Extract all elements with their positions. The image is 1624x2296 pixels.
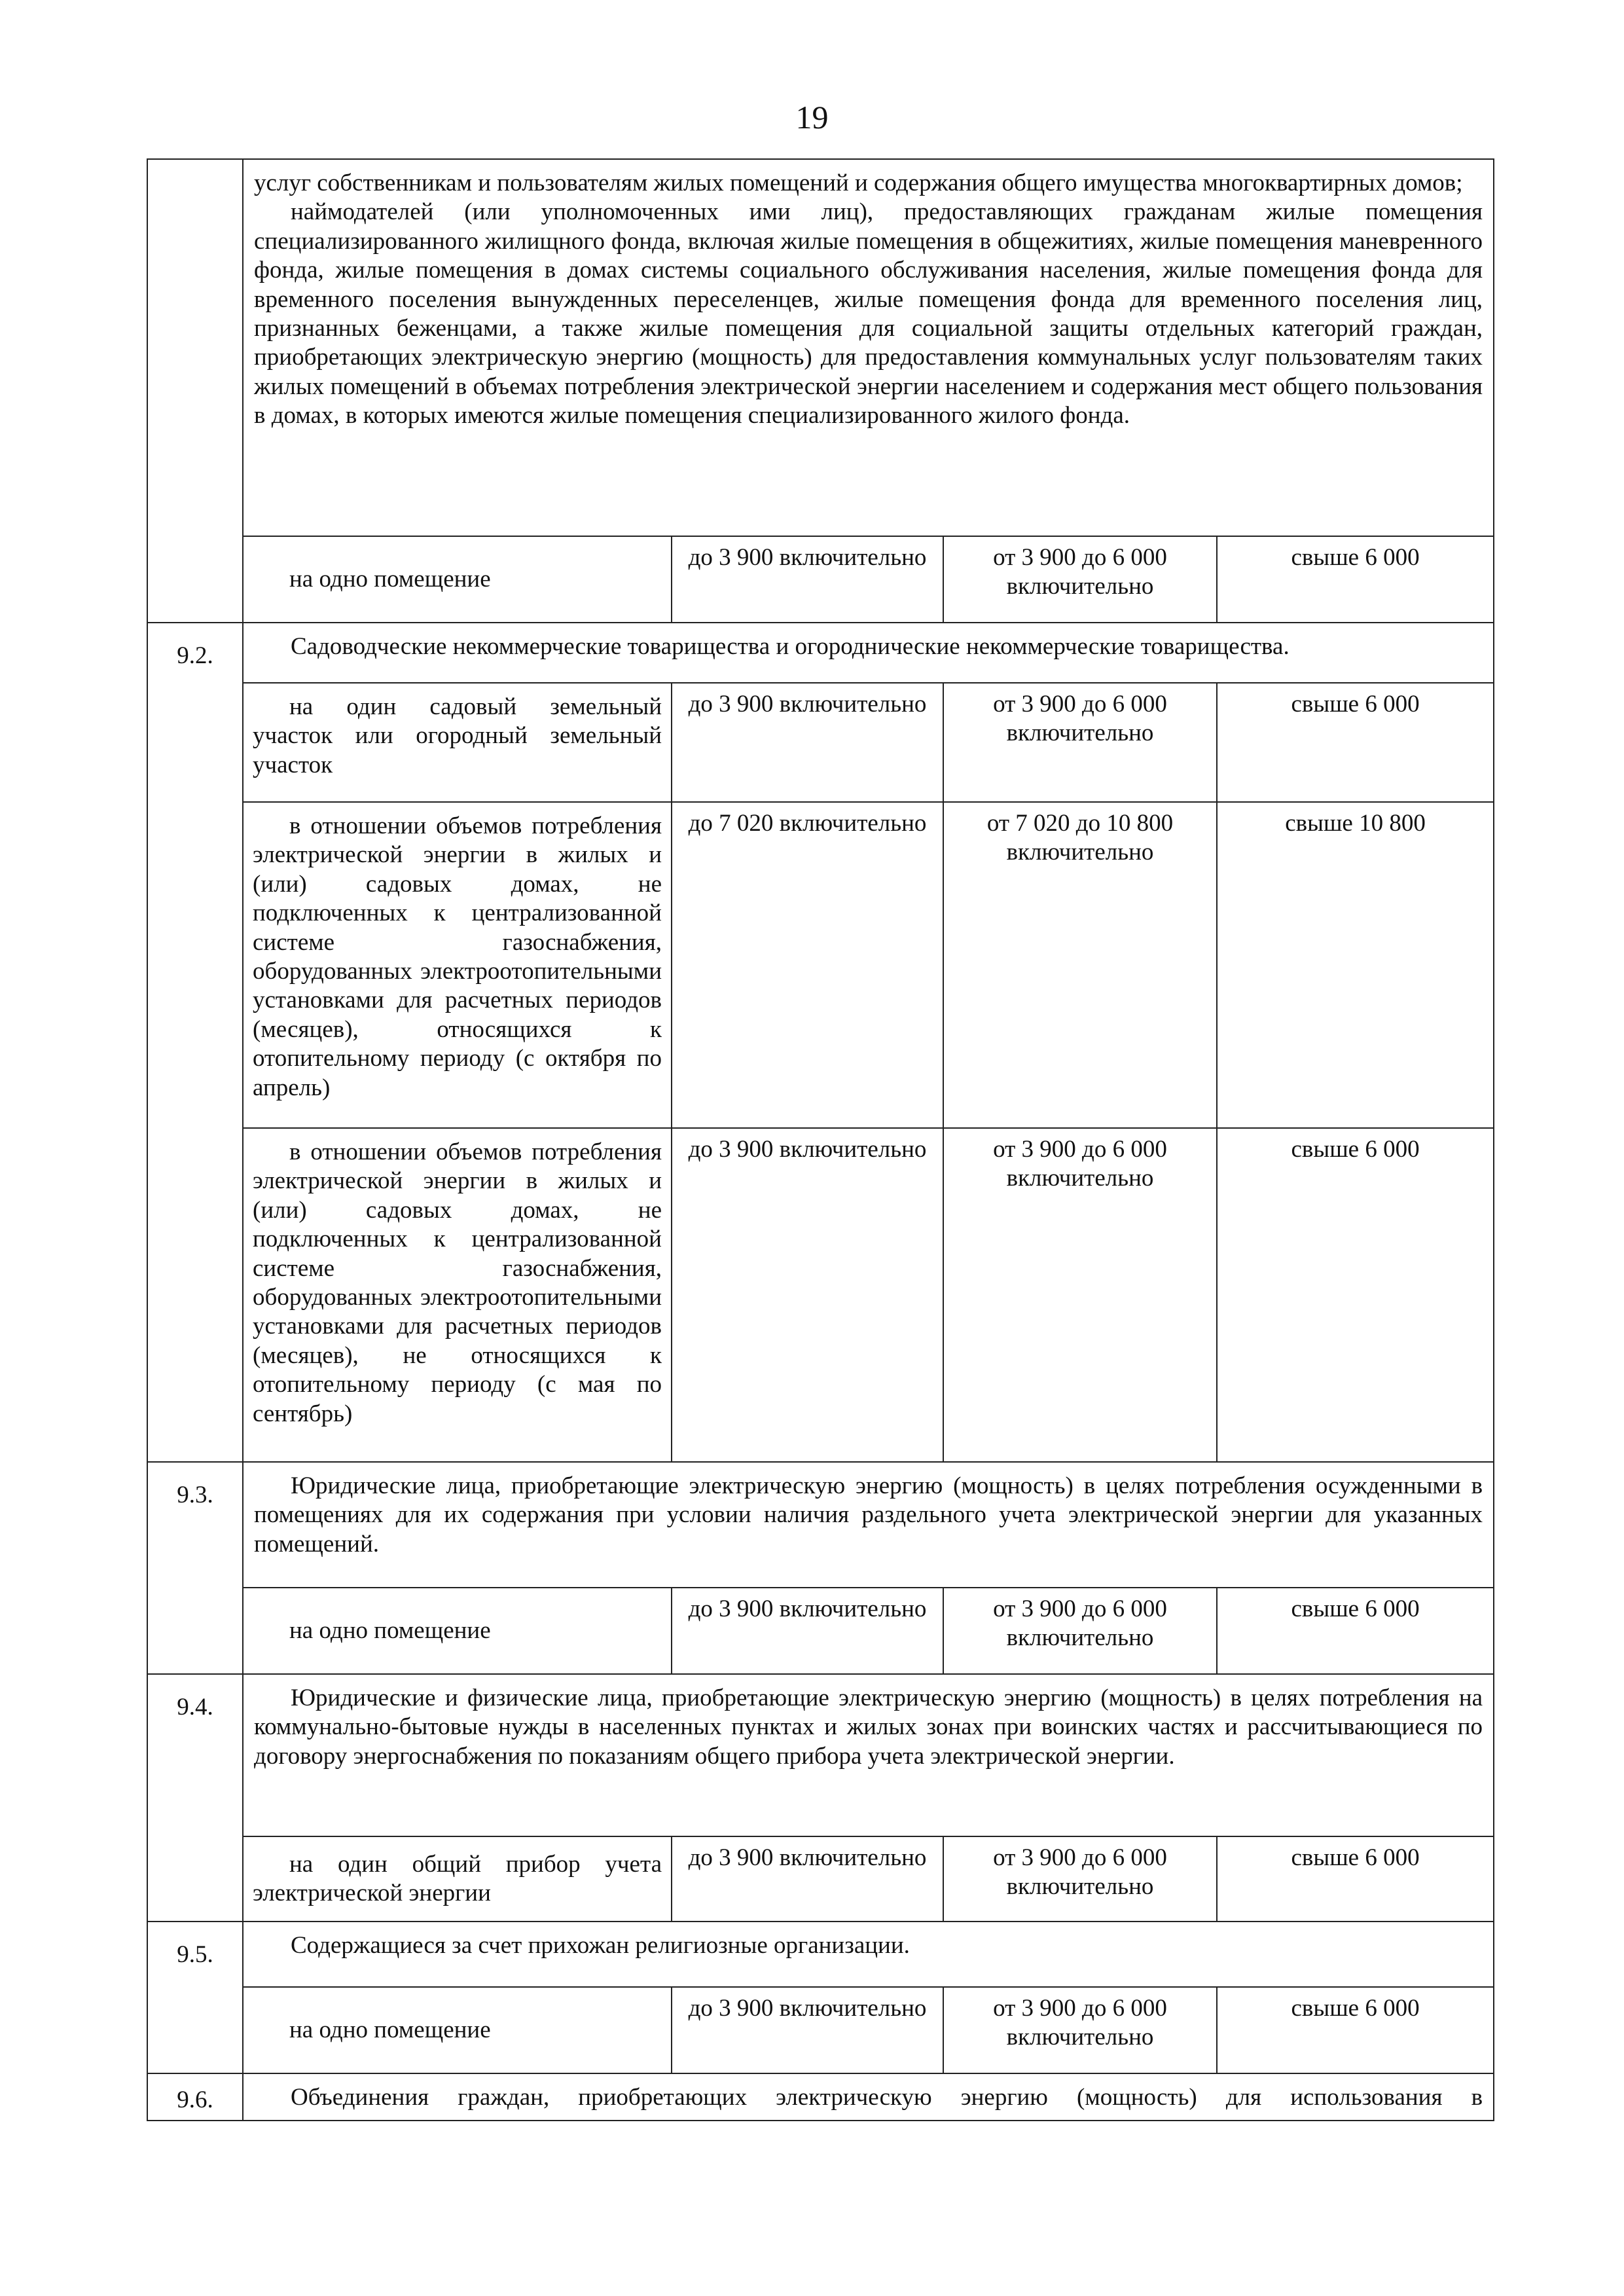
tariff-row <box>147 1588 1494 1674</box>
range-mid-cell: от 7 020 до 10 800 включительно <box>943 802 1217 1128</box>
range-low-cell: до 3 900 включительно <box>672 683 943 802</box>
section-title <box>243 1674 1494 1836</box>
section-title <box>243 2073 1494 2121</box>
range-high-cell: свыше 6 000 <box>1217 1836 1494 1922</box>
section-title <box>243 623 1494 683</box>
unit-cell: на одно помещение <box>243 536 672 623</box>
range-low-cell: до 3 900 включительно <box>672 1987 943 2073</box>
section-title-text: Объединения граждан, приобретающих электрическую энергию (мощность) для использования в <box>291 2084 1483 2111</box>
range-low-cell: до 3 900 включительно <box>672 536 943 623</box>
range-low-cell: до 7 020 включительно <box>672 802 943 1128</box>
unit-cell: на один садовый земельный участок или огородный земельный участок <box>243 683 672 802</box>
tariff-row <box>147 1128 1494 1462</box>
section-title <box>243 1462 1494 1588</box>
range-high-cell: свыше 10 800 <box>1217 802 1494 1128</box>
section-number: 9.4. <box>147 1674 243 1922</box>
section-header-row <box>147 623 1494 683</box>
tariff-row <box>147 1836 1494 1922</box>
description-paragraph: наймодателей (или уполномоченных ими лиц), предоставляющих гражданам жилые помещения специализированного жилищного фонда, включая жилые помещения в общежитиях, жилые помещения маневренного фонда, жилые помещения в домах системы социального обслуживания населения, жилые помещения фонда для временного поселения вынужденных переселенцев, жилые помещения фонда для временного поселения лиц, признанных беженцами, а также жилые помещения для социальной защиты отдельных категорий граждан, приобретающих электрическую энергию (мощность) для предоставления коммунальных услуг пользователям таких жилых помещений в объемах потребления электрической энергии населением и содержания мест общего пользования в домах, в которых имеются жилые помещения специализированного жилого фонда. <box>254 198 1483 429</box>
tariff-row <box>147 802 1494 1128</box>
page-number: 19 <box>795 99 829 136</box>
tariff-row <box>147 1987 1494 2073</box>
unit-cell: на одно помещение <box>243 1588 672 1674</box>
range-mid-cell: от 3 900 до 6 000 включительно <box>943 1588 1217 1674</box>
range-mid-cell: от 3 900 до 6 000 включительно <box>943 1836 1217 1922</box>
range-mid-cell: от 3 900 до 6 000 включительно <box>943 536 1217 623</box>
description-paragraph: услуг собственникам и пользователям жилых помещений и содержания общего имущества многоквартирных домов; <box>254 170 1463 196</box>
range-mid-cell: от 3 900 до 6 000 включительно <box>943 1987 1217 2073</box>
unit-cell: на один общий прибор учета электрической энергии <box>243 1836 672 1922</box>
unit-cell: в отношении объемов потребления электрической энергии в жилых и (или) садовых домах, не подключенных к централизованной системе газоснабжения, оборудованных электроотопительными установками для расчетных периодов (месяцев), относящихся к отопительному периоду (с октября по апрель) <box>243 802 672 1128</box>
section-number: 9.3. <box>147 1462 243 1674</box>
range-high-cell: свыше 6 000 <box>1217 683 1494 802</box>
range-high-cell: свыше 6 000 <box>1217 1987 1494 2073</box>
section-header-row <box>147 1922 1494 1987</box>
section-number: 9.6. <box>147 2073 243 2121</box>
row-number-empty <box>147 159 243 623</box>
unit-cell: на одно помещение <box>243 1987 672 2073</box>
tariff-table <box>147 158 1494 2121</box>
range-mid-cell: от 3 900 до 6 000 включительно <box>943 683 1217 802</box>
section-number: 9.2. <box>147 623 243 1462</box>
range-high-cell: свыше 6 000 <box>1217 1128 1494 1462</box>
section-title <box>243 1922 1494 1987</box>
section-header-row <box>147 1462 1494 1588</box>
section-title-text: Садоводческие некоммерческие товарищества и огороднические некоммерческие товарищества. <box>291 633 1290 660</box>
range-low-cell: до 3 900 включительно <box>672 1128 943 1462</box>
section-header-row <box>147 1674 1494 1836</box>
tariff-row <box>147 536 1494 623</box>
unit-cell: в отношении объемов потребления электрической энергии в жилых и (или) садовых домах, не подключенных к централизованной системе газоснабжения, оборудованных электроотопительными установками для расчетных периодов (месяцев), не относящихся к отопительному периоду (с мая по сентябрь) <box>243 1128 672 1462</box>
range-high-cell: свыше 6 000 <box>1217 536 1494 623</box>
range-low-cell: до 3 900 включительно <box>672 1836 943 1922</box>
range-mid-cell: от 3 900 до 6 000 включительно <box>943 1128 1217 1462</box>
section-title-text: Юридические лица, приобретающие электрическую энергию (мощность) в целях потребления осужденными в помещениях для их содержания при условии наличия раздельного учета электрической энергии для указанных помещений. <box>254 1472 1483 1558</box>
section-number: 9.5. <box>147 1922 243 2073</box>
intro-text-row <box>147 159 1494 536</box>
section-title-text: Содержащиеся за счет прихожан религиозные организации. <box>291 1932 910 1959</box>
range-low-cell: до 3 900 включительно <box>672 1588 943 1674</box>
section-header-row <box>147 2073 1494 2121</box>
range-high-cell: свыше 6 000 <box>1217 1588 1494 1674</box>
section-description <box>243 159 1494 536</box>
tariff-row <box>147 683 1494 802</box>
section-title-text: Юридические и физические лица, приобретающие электрическую энергию (мощность) в целях потребления на коммунально-бытовые нужды в населенных пунктах и жилых зонах при воинских частях и рассчитывающиеся по договору энергоснабжения по показаниям общего прибора учета электрической энергии. <box>254 1685 1483 1770</box>
